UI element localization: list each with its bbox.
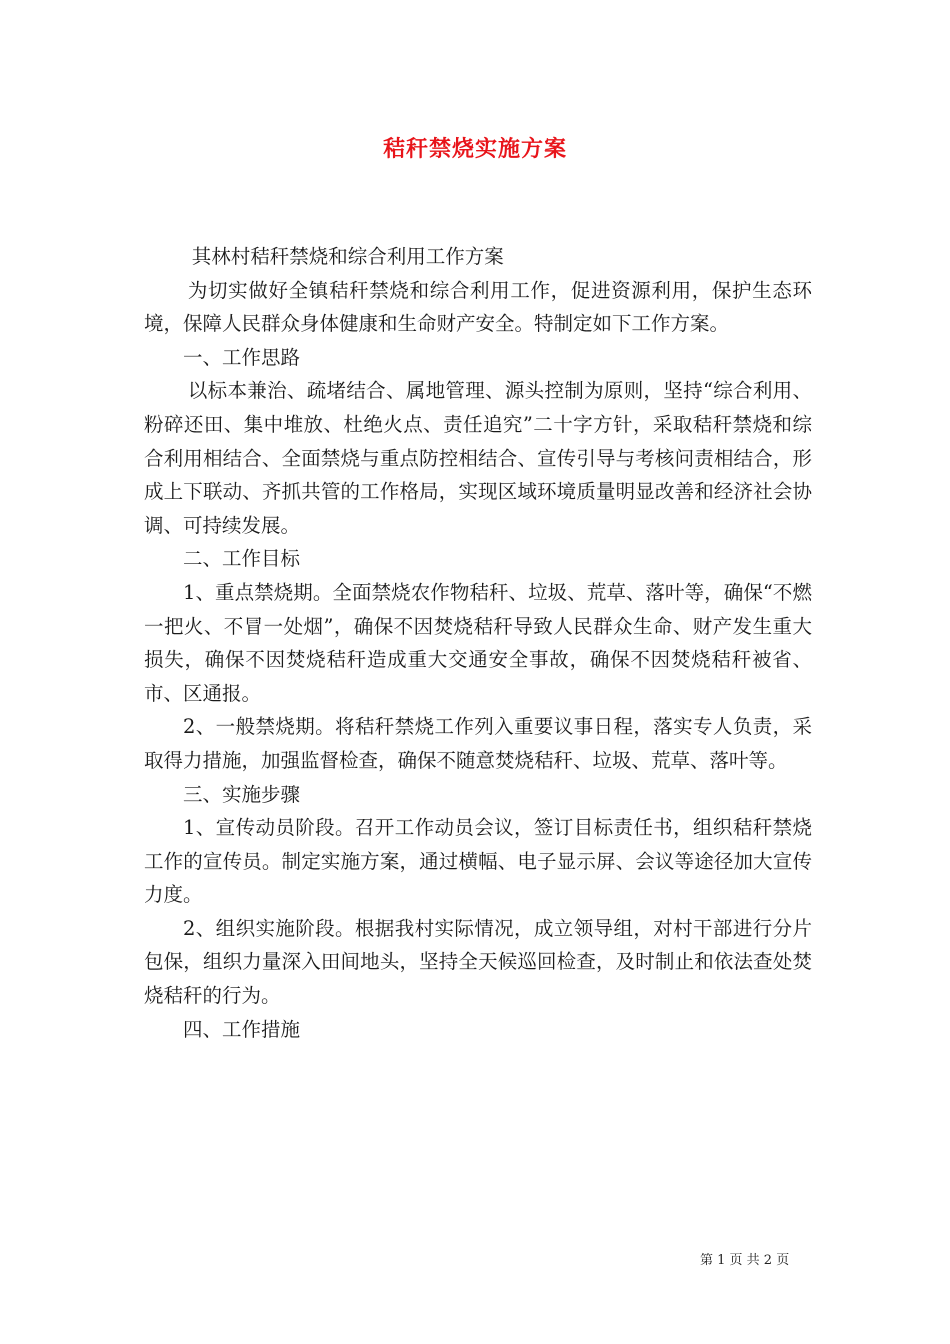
paragraph-goal-2: 2、一般禁烧期。将秸秆禁烧工作列入重要议事日程，落实专人负责，采取得力措施，加强监督检查，确保不随意焚烧秸秆、垃圾、荒草、落叶等。 xyxy=(144,715,812,772)
section-heading-4: 四、工作措施 xyxy=(183,1017,301,1041)
paragraph-intro: 为切实做好全镇秸秆禁烧和综合利用工作，促进资源利用，保护生态环境，保障人民群众身体健康和生命财产安全。特制定如下工作方案。 xyxy=(144,278,812,336)
section-heading-3: 三、实施步骤 xyxy=(183,782,301,806)
page-number: 第 1 页 共 2 页 xyxy=(700,1253,790,1268)
section-heading-1: 一、工作思路 xyxy=(183,345,301,369)
paragraph-step-2: 2、组织实施阶段。根据我村实际情况，成立领导组，对村干部进行分片包保，组织力量深入田间地头，坚持全天候巡回检查，及时制止和依法查处焚烧秸秆的行为。 xyxy=(144,916,812,1008)
document-title: 秸秆禁烧实施方案 xyxy=(382,136,567,162)
paragraph-goal-1: 1、重点禁烧期。全面禁烧农作物秸秆、垃圾、荒草、落叶等，确保“不燃一把火、不冒一处烟”，确保不因焚烧秸秆导致人民群众生命、财产发生重大损失，确保不因焚烧秸秆造成重大交通安全事故，确保不因焚烧秸秆被省、市、区通报。 xyxy=(144,580,812,705)
document-body xyxy=(144,240,812,1046)
paragraph-subtitle: 其林村秸秆禁烧和综合利用工作方案 xyxy=(191,245,504,268)
section-heading-2: 二、工作目标 xyxy=(183,547,301,571)
paragraph-work-idea: 以标本兼治、疏堵结合、属地管理、源头控制为原则，坚持“综合利用、粉碎还田、集中堆放、杜绝火点、责任追究”二十字方针，采取秸秆禁烧和综合利用相结合、全面禁烧与重点防控相结合、宣传引导与考核问责相结合，形成上下联动、齐抓共管的工作格局，实现区域环境质量明显改善和经济社会协调、可持续发展。 xyxy=(144,379,812,537)
paragraph-step-1: 1、宣传动员阶段。召开工作动员会议，签订目标责任书，组织秸秆禁烧工作的宣传员。制定实施方案，通过横幅、电子显示屏、会议等途径加大宣传力度。 xyxy=(144,816,812,907)
